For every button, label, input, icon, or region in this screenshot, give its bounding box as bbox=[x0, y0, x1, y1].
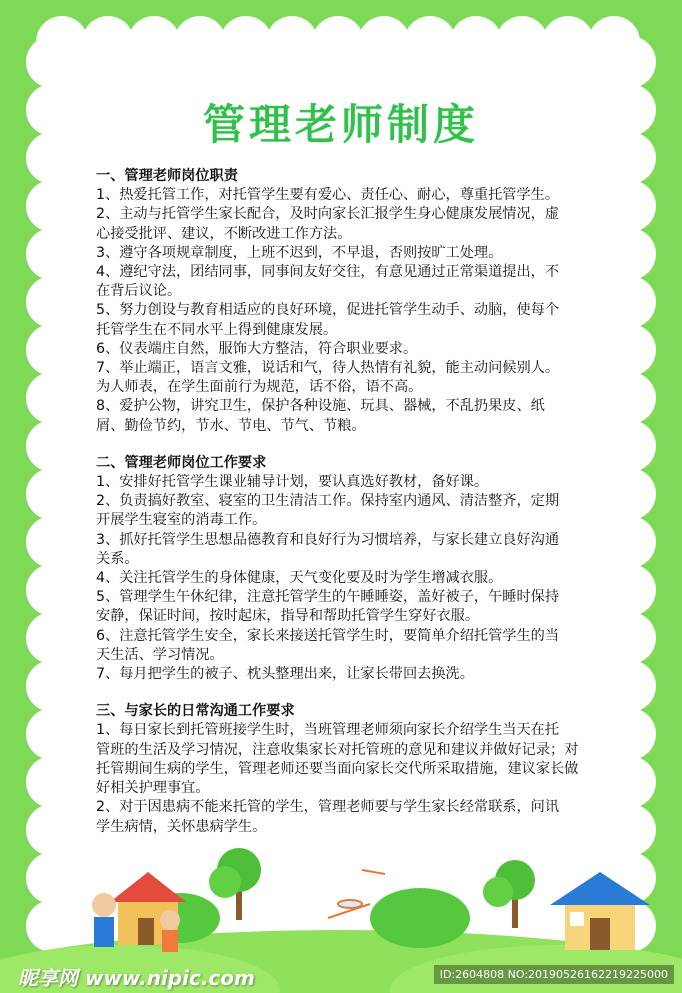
rule-line: 在背后议论。 bbox=[96, 283, 182, 300]
watermark-logo: 昵享网 www.nipic.com bbox=[18, 966, 255, 990]
rule-line: 2、主动与托管学生家长配合，及时向家长汇报学生身心健康发展情况，虚 bbox=[96, 206, 560, 223]
rule-line: 1、安排好托管学生课业辅导计划，要认真选好教材，备好课。 bbox=[96, 474, 489, 491]
dragonfly-icon bbox=[362, 870, 385, 874]
section-heading: 三、与家长的日常沟通工作要求 bbox=[96, 703, 295, 720]
page-title: 管理老师制度 bbox=[202, 100, 479, 149]
house-icon bbox=[550, 872, 650, 950]
section-2 bbox=[96, 454, 618, 684]
watermark-id: ID:2604808 NO:20190526162219225000 bbox=[434, 965, 674, 984]
section-heading: 一、管理老师岗位职责 bbox=[96, 168, 238, 184]
section-lines bbox=[96, 473, 618, 684]
rule-line: 安静，保证时间，按时起床，指导和帮助托管学生穿好衣服。 bbox=[96, 608, 480, 625]
rule-line: 2、负责搞好教室、寝室的卫生清洁工作。保持室内通风、清洁整齐，定期 bbox=[96, 493, 560, 510]
rule-line: 2、对于因患病不能来托管的学生，管理老师要与学生家长经常联系，问讯 bbox=[96, 799, 560, 816]
rule-line: 8、爱护公物，讲究卫生，保护各种设施、玩具、器械，不乱扔果皮、纸 bbox=[96, 398, 545, 415]
rule-line: 心接受批评、建议，不断改进工作方法。 bbox=[96, 225, 352, 242]
rule-line: 3、遵守各项规章制度，上班不迟到，不早退，否则按旷工处理。 bbox=[96, 244, 503, 261]
child-icon bbox=[92, 893, 116, 947]
rules-body bbox=[96, 167, 618, 837]
rule-line: 关系。 bbox=[96, 550, 139, 567]
child-icon bbox=[160, 910, 180, 952]
dragonfly-icon bbox=[328, 900, 370, 918]
rule-line: 学生病情，关怀患病学生。 bbox=[96, 818, 267, 835]
tree-icon bbox=[483, 860, 535, 928]
rule-line: 4、遵纪守法，团结同事，同事间友好交往，有意见通过正常渠道提出，不 bbox=[96, 264, 560, 281]
rule-line: 天生活、学习情况。 bbox=[96, 646, 224, 663]
rule-line: 托管学生在不同水平上得到健康发展。 bbox=[96, 321, 338, 338]
rule-line: 6、注意托管学生安全，家长来接送托管学生时，要简单介绍托管学生的当 bbox=[96, 627, 560, 644]
rule-line: 屑、勤俭节约，节水、节电、节气、节粮。 bbox=[96, 417, 366, 434]
rule-line: 5、管理学生午休纪律，注意托管学生的午睡睡姿，盖好被子，午睡时保持 bbox=[96, 589, 560, 606]
rule-line: 托管期间生病的学生，管理老师还要当面向家长交代所采取措施，建议家长做 bbox=[96, 760, 579, 777]
rule-line: 3、抓好托管学生思想品德教育和良好行为习惯培养，与家长建立良好沟通 bbox=[96, 531, 560, 548]
rule-line: 管班的生活及学习情况，注意收集家长对托管班的意见和建议并做好记录；对 bbox=[96, 741, 579, 758]
rule-line: 7、每月把学生的被子、枕头整理出来，让家长带回去换洗。 bbox=[96, 666, 474, 683]
rule-line: 好相关护理事宜。 bbox=[96, 780, 210, 797]
rule-line: 6、仪表端庄自然，服饰大方整洁，符合职业要求。 bbox=[96, 340, 418, 357]
rule-line: 4、关注托管学生的身体健康，天气变化要及时为学生增减衣服。 bbox=[96, 570, 503, 587]
rule-line: 1、每日家长到托管班接学生时，当班管理老师须向家长介绍学生当天在托 bbox=[96, 722, 560, 739]
section-lines bbox=[96, 186, 618, 436]
rule-line: 7、举止端正，语言文雅，说话和气，待人热情有礼貌，能主动问候别人。 bbox=[96, 360, 560, 377]
rule-line: 开展学生寝室的消毒工作。 bbox=[96, 512, 267, 529]
rule-line: 为人师表，在学生面前行为规范，话不俗，语不高。 bbox=[96, 379, 423, 396]
rule-line: 1、热爱托管工作，对托管学生要有爱心、责任心、耐心，尊重托管学生。 bbox=[96, 187, 560, 204]
section-1 bbox=[96, 167, 618, 436]
section-heading: 二、管理老师岗位工作要求 bbox=[96, 454, 267, 471]
rule-line: 5、努力创设与教育相适应的良好环境，促进托管学生动手、动脑，使每个 bbox=[96, 302, 560, 319]
